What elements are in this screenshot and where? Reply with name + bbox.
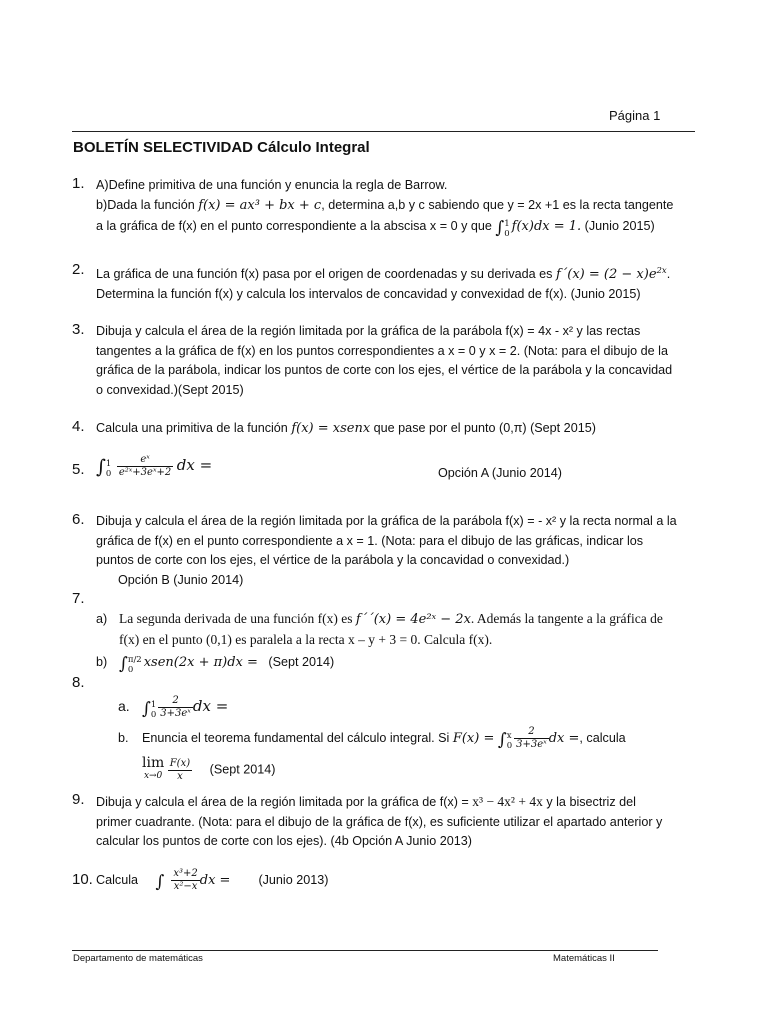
formula: f´´(x) = 4e²ˣ − 2x bbox=[355, 612, 471, 627]
integral-limits: x 0 bbox=[506, 731, 513, 752]
exercise-note: Opción A (Junio 2014) bbox=[438, 466, 562, 480]
exercise-line bbox=[118, 695, 688, 720]
text: b)Dada la función bbox=[96, 197, 199, 212]
exercise-note: (Sept 2014) bbox=[209, 762, 276, 777]
exercise-line: tangentes a la gráfica de f(x) en los puntos correspondientes a x = 0 y x = 2. (Nota: para el dibujo de la bbox=[96, 343, 668, 358]
document-title: BOLETÍN SELECTIVIDAD Cálculo Integral bbox=[73, 139, 370, 156]
text: Calcula una primitiva de la función bbox=[96, 421, 292, 435]
exercise-line bbox=[118, 726, 688, 751]
sub-label: a. bbox=[118, 698, 130, 715]
exercise-number: 8. bbox=[72, 674, 85, 691]
exercise-number: 4. bbox=[72, 418, 85, 435]
integral-sign: ∫ bbox=[495, 218, 505, 238]
formula: f(x) = ax³ + bx + c bbox=[198, 197, 322, 213]
exercise-line: f(x) en el punto (0,1) es paralela a la recta x – y + 3 = 0. Calcula f(x). bbox=[119, 631, 493, 647]
fraction bbox=[158, 695, 193, 720]
exercise-number: 10. bbox=[72, 871, 93, 888]
sub-label: b. bbox=[118, 731, 129, 746]
exercise-line: gráfica de la parábola, indicar los puntos de corte con los ejes, el vértice de la parábola y la concavidad bbox=[96, 363, 673, 377]
exercise-line bbox=[118, 757, 688, 783]
exercise-line: puntos de corte con los ejes, el vértice de la parábola y la concavidad o convexidad.) bbox=[96, 553, 570, 567]
exercise-line bbox=[96, 196, 694, 216]
formula: dx = bbox=[192, 697, 229, 716]
text: (Junio 2015) bbox=[581, 219, 655, 233]
integral-sign: ∫ bbox=[119, 654, 128, 674]
exercise-line bbox=[96, 217, 694, 239]
footer-left: Departamento de matemáticas bbox=[73, 953, 203, 964]
exercise-line bbox=[96, 609, 694, 630]
exercise-number: 2. bbox=[72, 261, 85, 278]
exercise-number: 1. bbox=[72, 175, 85, 192]
exponent: 2x bbox=[656, 266, 667, 276]
sub-label: a) bbox=[96, 612, 108, 626]
exercise-line: Dibuja y calcula el área de la región limitada por la gráfica de la parábola f(x) = 4x - x² y las rectas bbox=[96, 324, 641, 338]
text: que pase por el punto (0,π) (Sept 2015) bbox=[370, 421, 596, 435]
denominator: x bbox=[177, 770, 183, 782]
text: La gráfica de una función f(x) pasa por el origen de coordenadas y su derivada es bbox=[96, 267, 556, 281]
exercise-number: 9. bbox=[72, 791, 85, 808]
formula: f´(x) = (2 − x)e bbox=[555, 267, 657, 282]
text: y la bisectriz del bbox=[542, 795, 636, 809]
formula: dx = bbox=[176, 455, 213, 474]
exercise-line: Opción B (Junio 2014) bbox=[118, 572, 244, 587]
formula: xsen(2x + π)dx = bbox=[143, 655, 258, 670]
formula: dx = bbox=[548, 731, 580, 747]
text: , determina a,b y c sabiendo que y = 2x +1 es la recta tangente bbox=[321, 197, 674, 212]
denominator: e²ˣ+3eˣ+2 bbox=[118, 467, 172, 478]
exercise-line: primer cuadrante. (Nota: para el dibujo de la gráfica de f(x), es suficiente utilizar el apartado anterior y bbox=[96, 814, 663, 829]
integral-limits: 1 0 bbox=[504, 219, 510, 239]
exercise-line: Determina la función f(x) y calcula los intervalos de concavidad y convexidad de f(x). (Junio 2015) bbox=[96, 286, 641, 301]
text: Dibuja y calcula el área de la región limitada por la gráfica de f(x) = bbox=[96, 795, 473, 809]
formula: f(x) = xsenx bbox=[291, 421, 371, 436]
exercise-line bbox=[96, 653, 694, 675]
footer-rule bbox=[72, 950, 658, 951]
numerator: F(x) bbox=[169, 757, 191, 769]
text: Enuncia el teorema fundamental del cálculo integral. Si bbox=[142, 731, 453, 746]
denominator: x²−x bbox=[173, 881, 198, 892]
formula: dx = bbox=[199, 872, 231, 888]
exercise-note: (Junio 2013) bbox=[258, 872, 329, 887]
numerator: 2 bbox=[158, 695, 193, 708]
exercise-line bbox=[96, 792, 694, 813]
formula: F(x) = bbox=[452, 731, 495, 747]
exercise-line: gráfica de f(x) en el punto correspondiente a x = 1. (Nota: para el dibujo de las gráficas, indicar los bbox=[96, 533, 644, 548]
exercise-line bbox=[96, 262, 694, 285]
denominator: 3+3eˣ bbox=[516, 739, 547, 751]
footer-right: Matemáticas II bbox=[553, 953, 615, 964]
exercise-number: 3. bbox=[72, 321, 85, 338]
exercise-line: Dibuja y calcula el área de la región limitada por la gráfica de la parábola f(x) = - x² y la recta normal a la bbox=[96, 514, 677, 528]
formula: x³ − 4x² + 4x bbox=[472, 794, 543, 809]
integral-limits: π/2 0 bbox=[127, 655, 142, 675]
exercise-number: 7. bbox=[72, 590, 85, 607]
fraction bbox=[117, 454, 173, 479]
formula: f(x)dx = 1. bbox=[511, 219, 582, 234]
text: a la gráfica de f(x) en el punto correspondiente a la abscisa x = 0 y que bbox=[96, 219, 496, 233]
exercise-line: calcular los puntos de corte con los ejes). (4b Opción A Junio 2013) bbox=[96, 834, 472, 848]
limit: lim x→0 bbox=[142, 755, 165, 782]
exercise-line: A)Define primitiva de una función y enuncia la regla de Barrow. bbox=[96, 178, 448, 192]
numerator: x³+2 bbox=[173, 868, 198, 879]
fraction bbox=[168, 758, 192, 783]
fraction bbox=[171, 868, 199, 893]
integral-sign: ∫ bbox=[96, 455, 106, 478]
integral-sign: ∫ bbox=[142, 699, 151, 720]
exercise-number: 6. bbox=[72, 511, 85, 528]
integral-sign: ∫ bbox=[497, 730, 507, 751]
exercise-line: o convexidad.)(Sept 2015) bbox=[96, 382, 244, 397]
sub-label: b) bbox=[96, 655, 108, 669]
exercise-note: (Sept 2014) bbox=[268, 655, 335, 669]
exercise-number: 5. bbox=[72, 461, 85, 478]
text: Calcula bbox=[96, 872, 138, 887]
header-rule bbox=[72, 131, 695, 132]
numerator: 2 bbox=[514, 726, 549, 739]
integral-limits: 1 0 bbox=[105, 458, 112, 479]
integral-sign: ∫ bbox=[155, 871, 165, 892]
text: . Además la tangente a la gráfica de bbox=[470, 611, 663, 626]
numerator: eˣ bbox=[117, 454, 173, 467]
text: . bbox=[666, 267, 671, 281]
text: La segunda derivada de una función f(x) es bbox=[119, 611, 356, 626]
text: , calcula bbox=[579, 731, 626, 746]
page-number: Página 1 bbox=[609, 108, 661, 123]
fraction bbox=[514, 726, 549, 751]
denominator: 3+3eˣ bbox=[160, 708, 191, 719]
integral-limits: 1 0 bbox=[150, 700, 157, 721]
